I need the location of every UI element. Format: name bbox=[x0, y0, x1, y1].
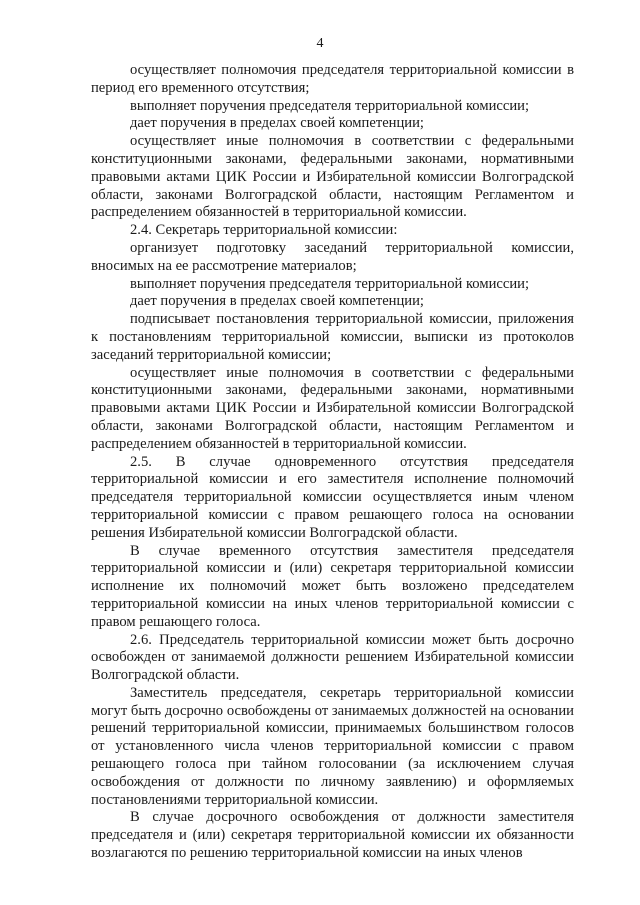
paragraph: организует подготовку заседаний территориальной комиссии, вносимых на ее рассмотрение материалов; bbox=[91, 239, 574, 274]
page-number: 4 bbox=[316, 36, 324, 51]
paragraph: дает поручения в пределах своей компетенции; bbox=[130, 115, 424, 132]
paragraph: В случае временного отсутствия заместителя председателя территориальной комиссии и (или) секретаря территориальной комиссии исполнение их полномочий может быть возложено председателем территориальной комиссии на иных членов территориальной комиссии с правом решающего голоса. bbox=[91, 542, 574, 630]
paragraph: осуществляет иные полномочия в соответствии с федеральными конституционными законами, федеральными законами, нормативными правовыми актами ЦИК России и Избирательной комиссии Волгоградской области, законами Волгоградской области, настоящим Регламентом и распределением обязанностей в территориальной комиссии. bbox=[91, 364, 574, 452]
paragraph: Заместитель председателя, секретарь территориальной комиссии могут быть досрочно освобождены от занимаемых должностей на основании решений территориальной комиссии, принимаемых большинством голосов от установленного числа членов территориальной комиссии с правом решающего голоса при тайном голосовании (за исключением случая освобождения от должности по личному заявлению) и оформляемых постановлениями территориальной комиссии. bbox=[91, 684, 574, 808]
paragraph: осуществляет иные полномочия в соответствии с федеральными конституционными законами, федеральными законами, нормативными правовыми актами ЦИК России и Избирательной комиссии Волгоградской области, законами Волгоградской области, настоящим Регламентом и распределением обязанностей в территориальной комиссии. bbox=[91, 133, 574, 221]
paragraph: 2.5. В случае одновременного отсутствия председателя территориальной комиссии и его заместителя исполнение полномочий председателя территориальной комиссии осуществляется иным членом территориальной комиссии с правом решающего голоса на основании решения Избирательной комиссии Волгоградской области. bbox=[91, 453, 574, 541]
paragraph: дает поручения в пределах своей компетенции; bbox=[130, 293, 424, 310]
section-heading: 2.4. Секретарь территориальной комиссии: bbox=[130, 222, 398, 239]
paragraph: выполняет поручения председателя территориальной комиссии; bbox=[130, 275, 530, 292]
document-body bbox=[91, 62, 574, 863]
paragraph: подписывает постановления территориальной комиссии, приложения к постановлениям территориальной комиссии, выписки из протоколов заседаний территориальной комиссии; bbox=[91, 311, 574, 363]
paragraph: В случае досрочного освобождения от должности заместителя председателя и (или) секретаря территориальной комиссии их обязанности возлагаются по решению территориальной комиссии на иных членов bbox=[91, 809, 574, 862]
paragraph: 2.6. Председатель территориальной комиссии может быть досрочно освобожден от занимаемой должности решением Избирательной комиссии Волгоградской области. bbox=[91, 631, 574, 684]
paragraph: осуществляет полномочия председателя территориальной комиссии в период его временного отсутствия; bbox=[91, 62, 574, 96]
paragraph: выполняет поручения председателя территориальной комиссии; bbox=[130, 97, 530, 114]
